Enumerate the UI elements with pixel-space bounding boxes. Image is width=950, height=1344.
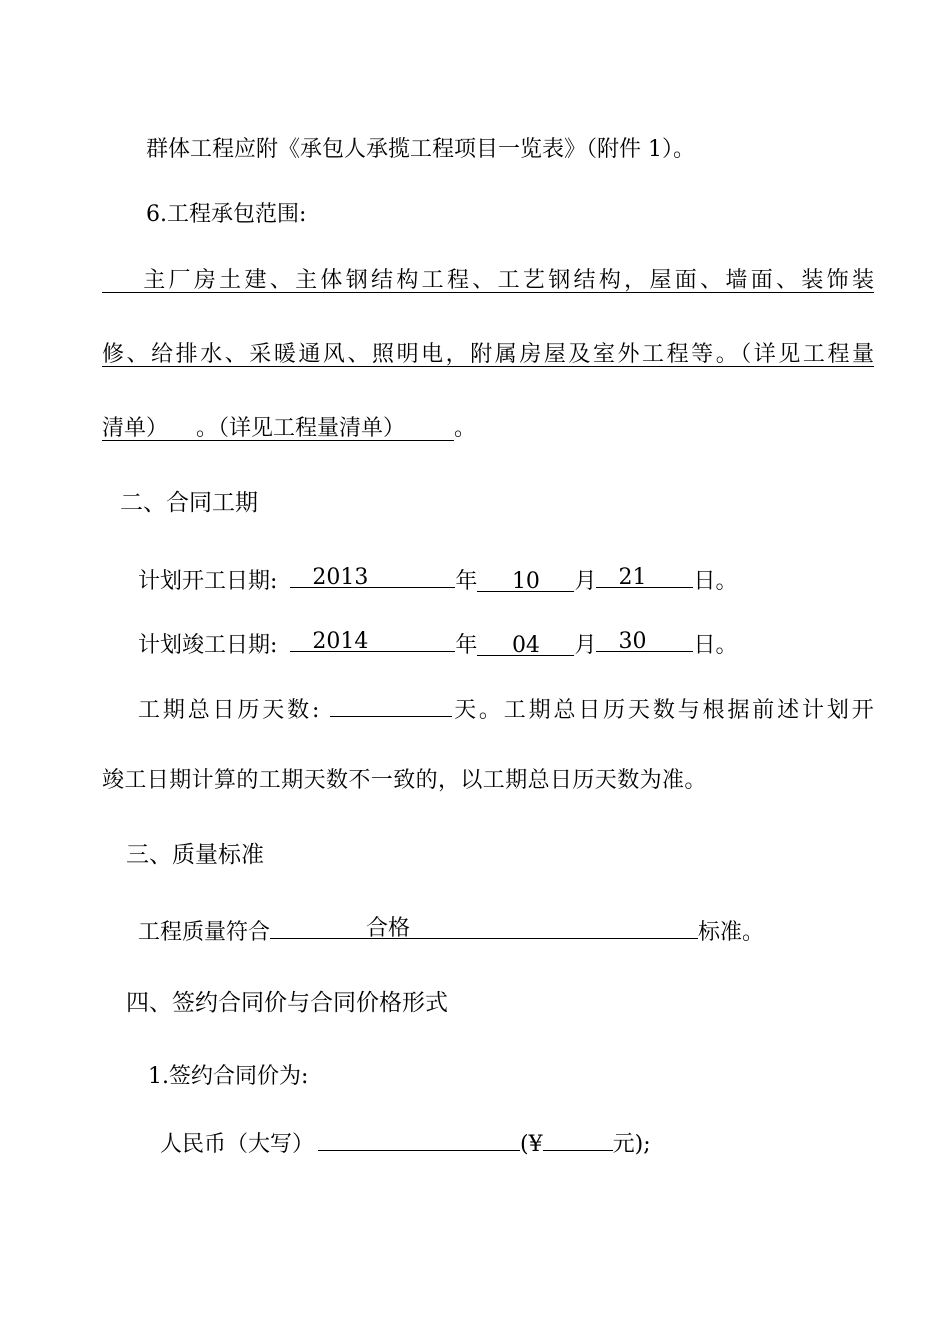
- end-month-field: 04: [477, 631, 574, 656]
- end-date-label: 计划竣工日期:: [138, 633, 278, 658]
- quality-row: [138, 914, 764, 948]
- quality-field: 合格: [270, 914, 698, 939]
- total-days-row: [138, 692, 874, 726]
- contract-price-label: 1.签约合同价为:: [148, 1064, 309, 1089]
- scope-line-2: 修、给排水、采暖通风、照明电，附属房屋及室外工程等。（详见工程量: [102, 342, 874, 367]
- quality-suffix: 标准。: [698, 920, 765, 945]
- end-day-unit: 日。: [693, 633, 738, 658]
- end-year-unit: 年: [455, 633, 478, 658]
- start-day-field: 21: [596, 563, 693, 588]
- scope-line-1: 主厂房土建、主体钢结构工程、工艺钢结构，屋面、墙面、装饰装: [102, 268, 874, 293]
- scope-line-3-end: 。: [453, 416, 476, 441]
- end-day-field: 30: [596, 627, 693, 652]
- yen-amount-field: [543, 1126, 613, 1151]
- start-date-row: [138, 563, 737, 597]
- total-days-line-2: 竣工日期计算的工期天数不一致的，以工期总日历天数为准。: [102, 768, 707, 793]
- scope-line-3: [102, 414, 476, 444]
- end-year-field: 2014: [290, 627, 455, 652]
- section-2-title: 二、合同工期: [120, 490, 258, 516]
- rmb-amount-field: [318, 1126, 520, 1151]
- start-day-unit: 日。: [693, 569, 738, 594]
- start-year-field: 2013: [290, 563, 455, 588]
- rmb-label: 人民币（大写）: [160, 1132, 315, 1157]
- section-4-title: 四、签约合同价与合同价格形式: [126, 990, 448, 1016]
- yen-close: 元);: [612, 1132, 651, 1157]
- end-date-row: [138, 627, 737, 661]
- quality-prefix: 工程质量符合: [138, 920, 271, 945]
- start-month-unit: 月: [574, 569, 597, 594]
- start-date-label: 计划开工日期:: [138, 569, 278, 594]
- total-days-label: 工期总日历天数:: [138, 698, 320, 723]
- scope-label: 6.工程承包范围:: [146, 202, 307, 227]
- start-year-unit: 年: [455, 569, 478, 594]
- total-days-suffix: 天。工期总日历天数与根据前述计划开: [451, 698, 874, 723]
- end-month-unit: 月: [574, 633, 597, 658]
- paragraph-attachment-note: 群体工程应附《承包人承揽工程项目一览表》（附件 1）。: [146, 137, 695, 162]
- yen-open: (¥: [520, 1132, 543, 1157]
- rmb-row: [160, 1126, 651, 1160]
- section-3-title: 三、质量标准: [126, 842, 264, 868]
- start-month-field: 10: [477, 567, 574, 592]
- scope-line-3-text: 清单） 。（详见工程量清单）: [102, 416, 454, 441]
- total-days-field: [330, 692, 452, 717]
